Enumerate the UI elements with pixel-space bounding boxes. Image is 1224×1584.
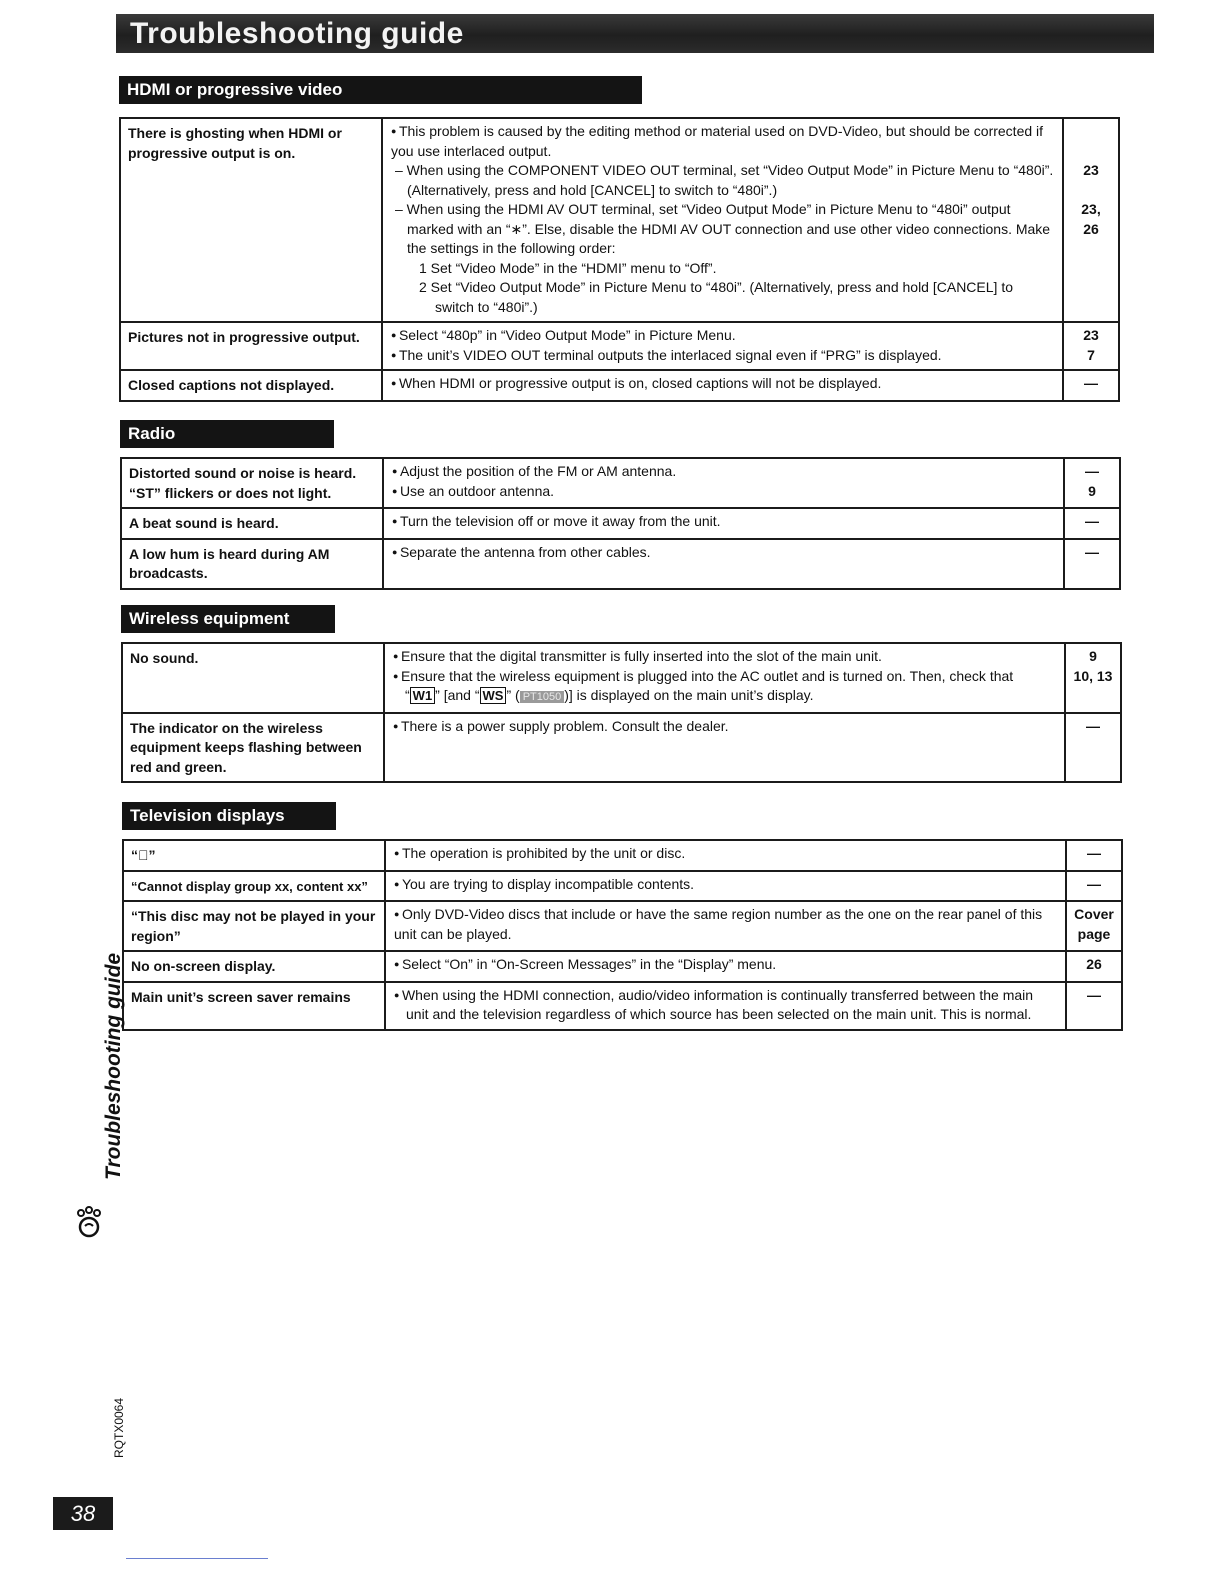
page-ref: 9 <box>1089 648 1097 664</box>
reference-cell <box>1063 118 1119 322</box>
section-title-radio: Radio <box>120 420 334 448</box>
solution-text: ● You are trying to display incompatible contents. <box>394 875 1057 895</box>
w1-indicator: W1 <box>410 687 436 704</box>
reference-cell <box>1065 643 1121 713</box>
table-row <box>123 840 1122 871</box>
table-row <box>123 871 1122 902</box>
troubleshooting-icon <box>74 1206 104 1240</box>
problem-cell: “Cannot display group xx, content xx” <box>123 871 385 902</box>
bottom-rule <box>126 1558 268 1559</box>
section-title-tv: Television displays <box>122 802 336 830</box>
solution-cell <box>385 951 1066 982</box>
reference-cell <box>1066 901 1122 951</box>
problem-text: Distorted sound or noise is heard. <box>129 465 357 481</box>
solution-text: ● Separate the antenna from other cables. <box>392 543 1055 563</box>
radio-table <box>120 457 1121 590</box>
page-ref: page <box>1077 925 1111 942</box>
solution-text: ● This problem is caused by the editing method or material used on DVD-Video, but should be corrected if you use interlaced output. <box>391 122 1054 161</box>
solution-text: ● Select “On” in “On-Screen Messages” in the “Display” menu. <box>394 955 1057 975</box>
table-row <box>122 643 1121 713</box>
problem-cell: Closed captions not displayed. <box>120 370 382 401</box>
problem-cell: The indicator on the wireless equipment keeps flashing between red and green. <box>122 713 384 783</box>
problem-cell: No sound. <box>122 643 384 713</box>
reference-cell: — <box>1064 539 1120 589</box>
problem-cell: “This disc may not be played in your region” <box>123 901 385 951</box>
solution-cell <box>384 643 1065 713</box>
reference-cell: — <box>1064 508 1120 539</box>
page-ref: Cover <box>1074 906 1114 922</box>
section-title-wireless: Wireless equipment <box>121 605 335 633</box>
problem-cell: A beat sound is heard. <box>121 508 383 539</box>
reference-cell: — <box>1063 370 1119 401</box>
page-ref: 23 <box>1083 162 1099 178</box>
wireless-table <box>121 642 1122 783</box>
solution-step: 1 Set “Video Mode” in the “HDMI” menu to “Off”. <box>419 259 717 276</box>
table-row <box>120 118 1119 322</box>
page-number: 38 <box>53 1497 113 1530</box>
solution-text: ● Ensure that the wireless equipment is plugged into the AC outlet and is turned on. Then, check that <box>393 667 1056 687</box>
problem-cell: “⃠” <box>123 840 385 871</box>
solution-cell <box>382 370 1063 401</box>
problem-cell: Main unit’s screen saver remains <box>123 982 385 1030</box>
solution-text: ● Adjust the position of the FM or AM antenna. <box>392 462 1055 482</box>
reference-cell: — <box>1066 871 1122 902</box>
problem-cell: No on-screen display. <box>123 951 385 982</box>
problem-text: “ST” flickers or does not light. <box>129 484 332 501</box>
page-ref: 23 <box>1083 327 1099 343</box>
model-tag: PT1050 <box>520 691 565 703</box>
table-row <box>120 370 1119 401</box>
solution-fragment: ” [and “ <box>435 687 480 703</box>
solution-cell <box>385 982 1066 1030</box>
page-ref: 23, <box>1081 201 1101 217</box>
tv-table <box>122 839 1123 1031</box>
solution-text: ● The operation is prohibited by the unit or disc. <box>394 844 1057 864</box>
page-ref: — <box>1085 463 1099 479</box>
solution-cell <box>385 840 1066 871</box>
reference-cell: — <box>1066 840 1122 871</box>
solution-text <box>393 686 1056 708</box>
solution-text: ● Select “480p” in “Video Output Mode” in Picture Menu. <box>391 326 1054 346</box>
reference-cell: — <box>1066 982 1122 1030</box>
solution-fragment: ” ( <box>506 687 520 703</box>
page-ref: 26 <box>1083 220 1099 237</box>
table-row <box>121 508 1120 539</box>
page-ref: 10, 13 <box>1073 667 1113 684</box>
solution-cell <box>382 322 1063 370</box>
solution-cell <box>384 713 1065 783</box>
solution-text: ● There is a power supply problem. Consult the dealer. <box>393 717 1056 737</box>
page-header <box>116 14 1154 53</box>
solution-text: ● Use an outdoor antenna. <box>392 482 1055 502</box>
solution-fragment: )] is displayed on the main unit’s display. <box>564 687 814 703</box>
solution-text: ● Turn the television off or move it away from the unit. <box>392 512 1055 532</box>
ws-indicator: WS <box>480 687 507 704</box>
sidebar-label: Troubleshooting guide <box>102 952 125 1180</box>
problem-cell <box>121 458 383 508</box>
reference-cell <box>1064 458 1120 508</box>
page-ref: 9 <box>1088 482 1096 499</box>
problem-cell: A low hum is heard during AM broadcasts. <box>121 539 383 589</box>
table-row <box>121 539 1120 589</box>
table-row <box>123 951 1122 982</box>
table-row <box>123 982 1122 1030</box>
reference-cell <box>1063 322 1119 370</box>
problem-cell: Pictures not in progressive output. <box>120 322 382 370</box>
problem-cell: There is ghosting when HDMI or progressive output is on. <box>120 118 382 322</box>
table-row <box>121 458 1120 508</box>
solution-text: – When using the HDMI AV OUT terminal, set “Video Output Mode” in Picture Menu to “480i” output marked with an “∗”. Else, disable the HDMI AV OUT connection and use other video connections. Make the settings in the following order: <box>395 201 1051 256</box>
solution-step: 2 Set “Video Output Mode” in Picture Menu to “480i”. (Alternatively, press and hold [CANCEL] to switch to “480i”.) <box>419 279 1013 315</box>
page-ref: 7 <box>1087 346 1095 363</box>
solution-text: ● When HDMI or progressive output is on, closed captions will not be displayed. <box>391 374 1054 394</box>
reference-cell: — <box>1065 713 1121 783</box>
table-row <box>123 901 1122 951</box>
solution-text: ● Only DVD-Video discs that include or have the same region number as the one on the rear panel of this unit can be played. <box>394 905 1057 944</box>
reference-cell: 26 <box>1066 951 1122 982</box>
hdmi-table <box>119 117 1120 402</box>
solution-text: ● The unit’s VIDEO OUT terminal outputs the interlaced signal even if “PRG” is displayed. <box>391 346 1054 366</box>
solution-text: – When using the COMPONENT VIDEO OUT terminal, set “Video Output Mode” in Picture Menu to “480i”. (Alternatively, press and hold [CANCEL] to switch to “480i”.) <box>395 162 1054 198</box>
table-row <box>120 322 1119 370</box>
quote-mark: “ <box>405 687 410 703</box>
solution-text: ● Ensure that the digital transmitter is fully inserted into the slot of the main unit. <box>393 647 1056 667</box>
solution-cell <box>382 118 1063 322</box>
document-code: RQTX0064 <box>112 1397 126 1458</box>
section-title-hdmi: HDMI or progressive video <box>119 76 642 104</box>
solution-cell <box>385 871 1066 902</box>
solution-cell <box>383 458 1064 508</box>
solution-cell <box>383 539 1064 589</box>
solution-text: ● When using the HDMI connection, audio/video information is continually transferred between the main unit and the television regardless of which source has been selected on the main unit. This is normal. <box>394 986 1057 1025</box>
solution-cell <box>385 901 1066 951</box>
solution-cell <box>383 508 1064 539</box>
page-title: Troubleshooting guide <box>130 17 464 50</box>
table-row <box>122 713 1121 783</box>
